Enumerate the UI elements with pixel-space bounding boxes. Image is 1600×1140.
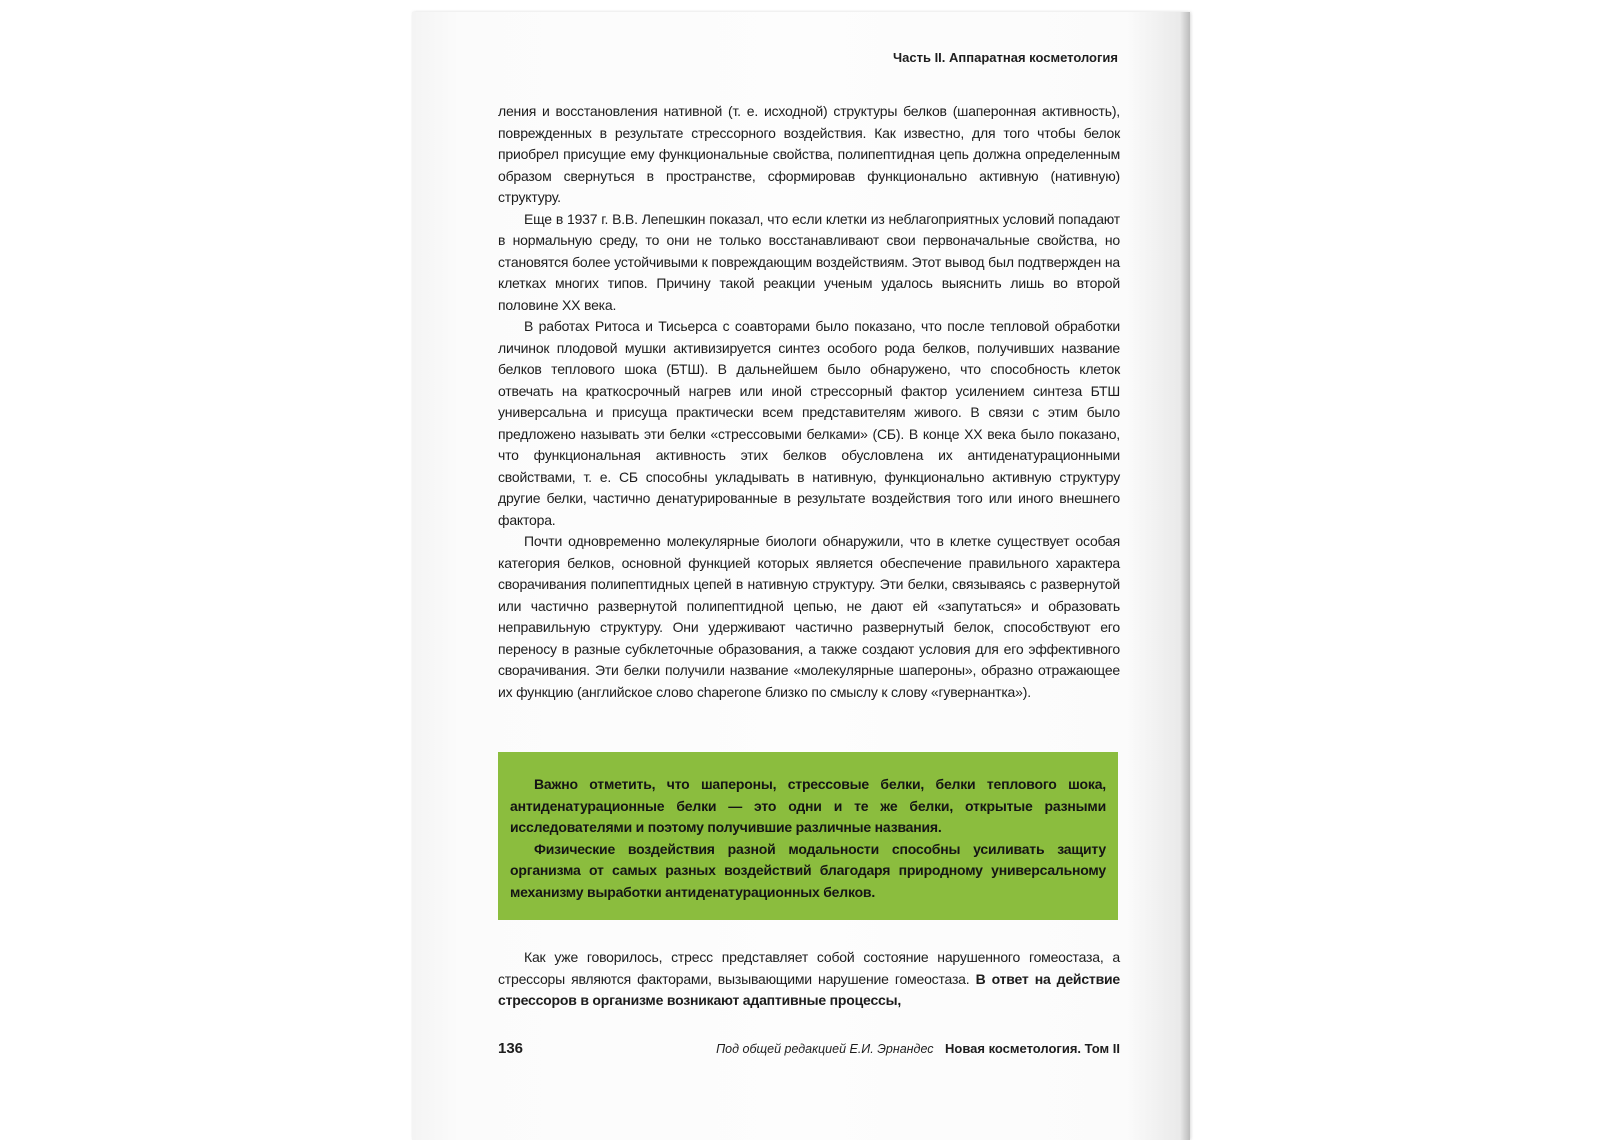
paragraph-4: Почти одновременно молекулярные биологи обнаружили, что в клетке существует особая категория белков, основной функцией которых является обеспечение правильного характера сворачивания полипептидных цепей в нативную структуру. Эти белки, связываясь с развернутой или частично развернутой полипептидной цепью, не дают ей «запутаться» и образовать неправильную структуру. Они удерживают частично развернутый белок, способствуют его переносу в разные субклеточные образования, а также создают условия для его эффективного сворачивания. Эти белки получили название «молекулярные шапероны», образно отражающее их функцию (английское слово chaperone близко по смыслу к слову «гувернантка»). [498, 533, 1120, 700]
footer-book-title: Новая косметология. Том II [945, 1041, 1120, 1056]
highlight-box [498, 752, 1118, 920]
paragraph-2: Еще в 1937 г. В.В. Лепешкин показал, что если клетки из неблагоприятных условий попадают в нормальную среду, то они не только восстанавливают свои первоначальные свойства, но становятся более устойчивыми к повреждающим воздействиям. Этот вывод был подтвержден на клетках многих типов. Причину такой реакции ученым удалось выяснить лишь во второй половине XX века. [498, 210, 1120, 313]
continuation-text [498, 947, 1120, 1012]
highlight-paragraph-1: Важно отметить, что шапероны, стрессовые белки, белки теплового шока, антиденатурационные белки — это одни и те же белки, открытые разными исследователями и поэтому получившие различные названия. [510, 776, 1106, 835]
book-page [412, 12, 1190, 1140]
page-number: 136 [498, 1040, 524, 1057]
highlight-paragraph-2: Физические воздействия разной модальности способны усиливать защиту организма от самых разных воздействий благодаря природному универсальному механизму выработки антиденатурационных белков. [510, 840, 1106, 900]
footer-credit [716, 1041, 1120, 1056]
paragraph-3: В работах Ритоса и Тисьерса с соавторами было показано, что после тепловой обработки личинок плодовой мушки активизируется синтез особого рода белков, получивших название белков теплового шока (БТШ). В дальнейшем было обнаружено, что способность клеток отвечать на краткосрочный нагрев или иной стрессорный фактор усилением синтеза БТШ универсальна и присуща практически всем представителям живого. В связи с этим было предложено называть эти белки «стрессовыми белками» (СБ). В конце XX века было показано, что функциональная активность этих белков обусловлена их антиденатурационными свойствами, т. е. СБ способны укладывать в нативную, функционально активную структуру другие белки, частично денатурированные в результате воздействия того или иного внешнего фактора. [498, 318, 1120, 528]
paragraph-1: ления и восстановления нативной (т. е. исходной) структуры белков (шаперонная активность), поврежденных в результате стрессорного воздействия. Как известно, для того чтобы белок приобрел присущие ему функциональные свойства, полипептидная цепь должна определенным образом свернуться в пространстве, сформировав функционально активную (нативную) структуру. [498, 103, 1120, 205]
paragraph-5 [498, 947, 1120, 1012]
paragraph-5-normal: Как уже говорилось, стресс представляет собой состояние нарушенного гомеостаза, а стрессоры являются факторами, вызывающими нарушение гомеостаза. [498, 949, 1120, 987]
page-footer [498, 1040, 1120, 1060]
paragraph-5-bold: В ответ на действие стрессоров в организме возникают адаптивные процессы, [498, 970, 1120, 1008]
body-text [498, 101, 1120, 703]
footer-editor: Под общей редакцией Е.И. Эрнандес [716, 1042, 934, 1056]
page-binding-shadow [1180, 12, 1190, 1140]
running-head: Часть II. Аппаратная косметология [893, 50, 1118, 65]
